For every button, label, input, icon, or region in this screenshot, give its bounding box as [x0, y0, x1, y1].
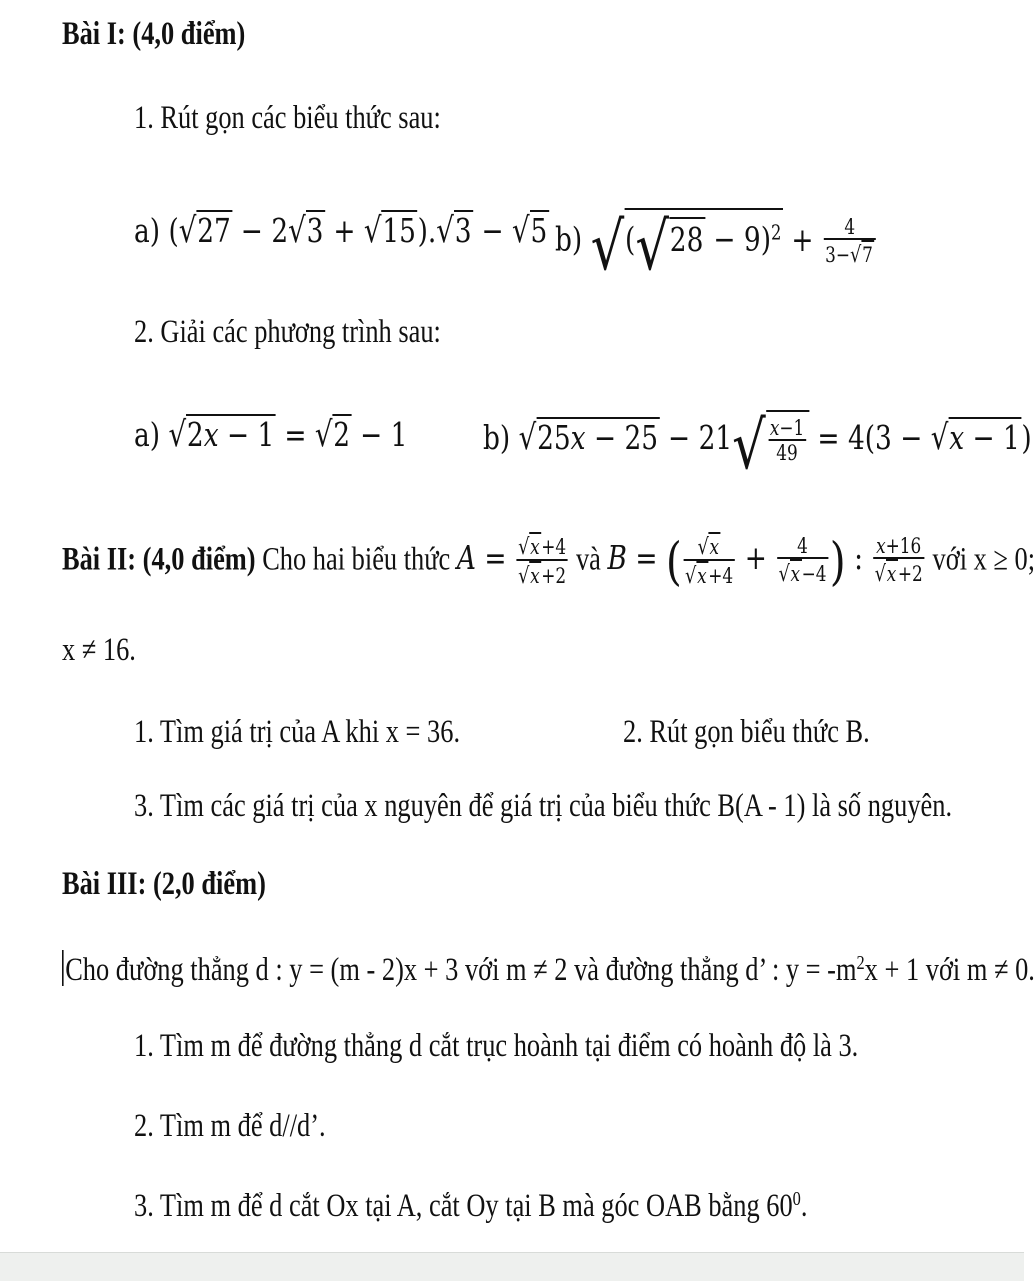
bai1-q2b	[483, 406, 1032, 484]
bai1-q1a-label: a)	[134, 211, 161, 250]
bai2-condition-2: x ≠ 16.	[62, 632, 136, 668]
bai2-condition-1: với x ≥ 0;	[932, 541, 1035, 578]
bai1-q1a	[134, 210, 549, 249]
bai2-q3: 3. Tìm các giá trị của x nguyên để giá trị của biểu thức B(A - 1) là số nguyên.	[134, 788, 953, 824]
bai1-heading-text: Bài I: (4,0 điểm)	[62, 16, 246, 52]
bai1-q1a-expression: (√27 − 2√3 + √15).√3 − √5	[168, 211, 548, 251]
bai1-q2-title: 2. Giải các phương trình sau:	[134, 314, 441, 350]
bai1-q1b	[555, 208, 878, 285]
bai3-q3-text: 3. Tìm m để d cắt Ox tại A, cắt Oy tại B mà góc OAB bằng 60	[134, 1188, 793, 1224]
bai1-q2a	[134, 414, 407, 453]
bai1-q2b-expression: √25x − 25 − 21√ $\frac{x-1}{49}$ = 4(3 − √x − 1)	[518, 406, 1032, 484]
bai3-q3-end: .	[800, 1188, 808, 1224]
bottom-scroll-strip	[0, 1252, 1024, 1281]
text-cursor	[62, 950, 64, 986]
bai2-q1: 1. Tìm giá trị của A khi x = 36.	[134, 714, 461, 750]
bai1-heading	[62, 18, 245, 51]
bai1-q2b-label: b)	[483, 418, 511, 458]
bai3-intro-b: x + 1 với m ≠ 0.	[864, 952, 1035, 988]
bai2-intro-line	[62, 532, 1035, 592]
bai1-q2a-label: a)	[134, 415, 161, 454]
bai2-q2: 2. Rút gọn biểu thức B.	[623, 714, 870, 750]
bai1-q1b-expression: $√(√28 - 9)^2$ + $\frac{4}{3-√7}$	[591, 220, 878, 259]
bai3-q2: 2. Tìm m để d//d’.	[134, 1108, 326, 1144]
bai2-va: và	[575, 541, 601, 578]
expression-a: A = $\frac{√x+4}{√x+2}$	[456, 534, 567, 590]
bai2-intro: Cho hai biểu thức	[262, 541, 451, 578]
bai3-intro-a: Cho đường thẳng d : y = (m - 2)x + 3 với m ≠ 2 và đường thẳng d’ : y = -m	[65, 952, 857, 988]
bai1-q1b-label: b)	[555, 219, 583, 259]
bai3-q3	[134, 1187, 808, 1224]
bai1-q2a-expression: √2x − 1 = √2 − 1	[168, 415, 408, 455]
bai2-heading: Bài II: (4,0 điểm)	[62, 541, 256, 578]
squared-exponent: 2	[856, 951, 865, 974]
bai3-intro	[62, 950, 1035, 987]
bai1-q1-title: 1. Rút gọn các biểu thức sau:	[134, 100, 441, 136]
bai3-q1: 1. Tìm m để đường thẳng d cắt trục hoành tại điểm có hoành độ là 3.	[134, 1028, 859, 1064]
expression-b: B = ( $\frac{√x}{√x+4}$ + $\frac{4}{√x-4}$ ) : $\frac{x+16}{√x+2}$	[607, 532, 923, 592]
degree-exponent: 0	[792, 1187, 801, 1210]
bai3-heading: Bài III: (2,0 điểm)	[62, 866, 266, 902]
